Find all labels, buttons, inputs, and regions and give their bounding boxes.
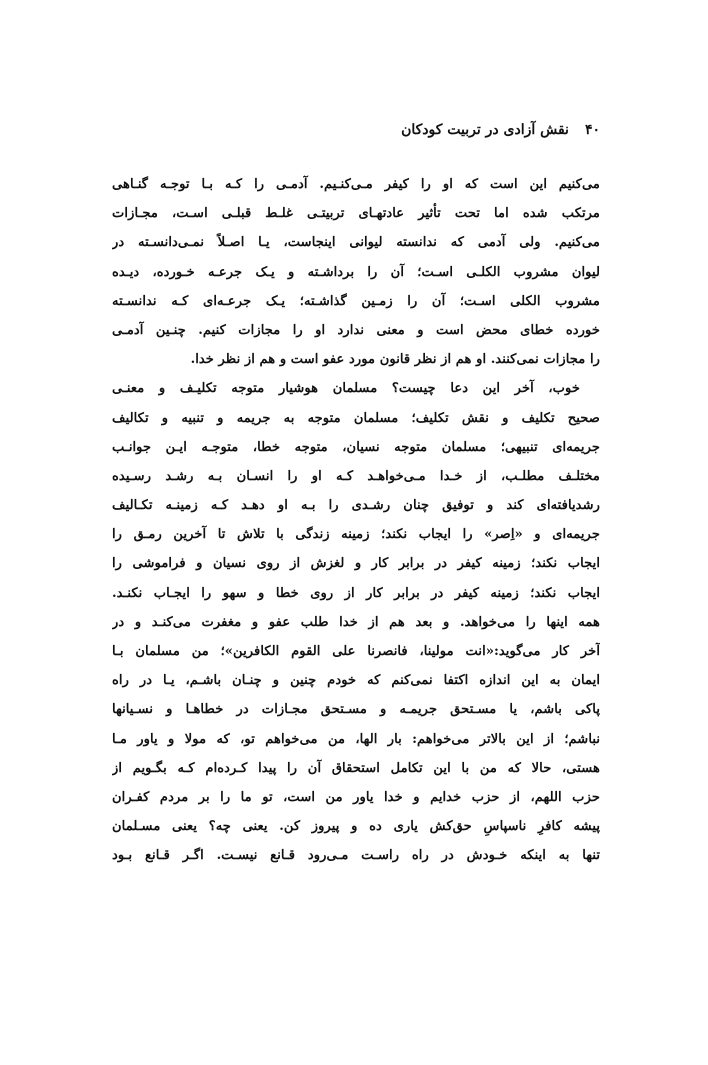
text-line: هستی، حالا که من با این تکامل استحقاق آن را پیدا کـرده‌ام کـه بگـویم از xyxy=(112,760,600,776)
body-text xyxy=(112,170,600,871)
text-line: پاکی باشم، یا مسـتحق جریمـه و مسـتحق مجـازات در خطاهـا و نسـیانها xyxy=(112,702,600,718)
paragraph-1 xyxy=(112,170,600,374)
text-line: مرتکب شده اما تحت تأثیر عادتهـای تربیتـی غلـط قبلـی اسـت، مجـازات xyxy=(112,206,600,222)
text-line: خوب، آخر این دعا چیست؟ مسلمان هوشیار متوجه تکلیـف و معنـی xyxy=(112,381,580,397)
text-line: حزب اللهم، از حزب خدایم و خدا یاور من است، تو ما را بر مردم کفـران xyxy=(112,789,600,805)
text-line: مشروب الکلی اسـت؛ آن را زمـین گذاشـته؛ یـک جرعـه‌ای کـه ندانسـته xyxy=(112,293,600,309)
text-line: ایجاب نکند؛ زمینه کیفر در برابر کار و لغزش از روی نسیان و فراموشی را xyxy=(112,556,600,572)
text-line: ایمان به این اندازه اکتفا نمی‌کنم که خودم چنین و چنـان باشـم، یـا در راه xyxy=(112,673,600,689)
text-line: صحیح تکلیف و نقش تکلیف؛ مسلمان متوجه به جریمه و تنبیه و تکالیف xyxy=(112,410,600,426)
running-title: نقش آزادی در تربیت کودکان xyxy=(401,122,569,138)
text-line: آخر کار می‌گوید:«انت مولینا، فانصرنا علی القوم الکافرین»؛ من مسلمان بـا xyxy=(112,644,600,659)
running-header xyxy=(370,115,600,145)
text-line: را مجازات نمی‌کنند. او هم از نظر قانون مورد عفو است و هم از نظر خدا. xyxy=(190,352,600,368)
page-number: ۴۰ xyxy=(584,122,600,138)
text-line: جریمه‌ای تنبیهی؛ مسلمان متوجه نسیان، متوجه خطا، متوجـه ایـن جوانـب xyxy=(112,439,600,455)
paragraph-2 xyxy=(112,374,600,870)
text-line: لیوان مشروب الکلـی اسـت؛ آن را برداشـته و یـک جرعـه خـورده، دیـده xyxy=(112,264,600,280)
text-line: همه اینها را می‌خواهد. و بعد هم از خدا طلب عفو و مغفرت می‌کنـد و در xyxy=(112,614,600,630)
text-line: می‌کنیم. ولی آدمی که ندانسته لیوانی اینجاست، یـا اصـلاً نمـی‌دانسـته در xyxy=(112,235,600,251)
text-line: رشدیافته‌ای کند و توفیق چنان رشـدی را بـه او دهـد کـه زمینـه تکـالیف xyxy=(112,498,600,514)
text-line: ایجاب نکند؛ زمینه کیفر در برابر کار از روی خطا و سهو را ایجـاب نکنـد. xyxy=(112,585,600,601)
text-line: جریمه‌ای و «اِصر» را ایجاب نکند؛ زمینه زندگی با تلاش تا آخرین رمـق را xyxy=(112,527,600,543)
text-line: مختلـف مطلـب، از خـدا مـی‌خواهـد کـه او را انسـان بـه رشـد رسـیده xyxy=(112,468,600,484)
text-line: پیشه کافرِ ناسپاسِ حق‌کش یاری ده و پیروز کن. یعنی چه؟ یعنی مسـلمان xyxy=(112,819,600,835)
text-line: نباشم؛ از این بالاتر می‌خواهم: بار الها، من می‌خواهم تو، که مولا و یاور مـا xyxy=(112,731,600,747)
text-line: می‌کنیم این است که او را کیفر مـی‌کنـیم. آدمـی را کـه بـا توجـه گنـاهی xyxy=(112,177,600,192)
text-line: خورده خطای محض است و معنی ندارد او را مجازات کنیم. چنـین آدمـی xyxy=(112,322,600,338)
text-line: تنها به اینکه خـودش در راه راسـت مـی‌رود قـانع نیسـت. اگـر قـانع بـود xyxy=(112,848,600,864)
